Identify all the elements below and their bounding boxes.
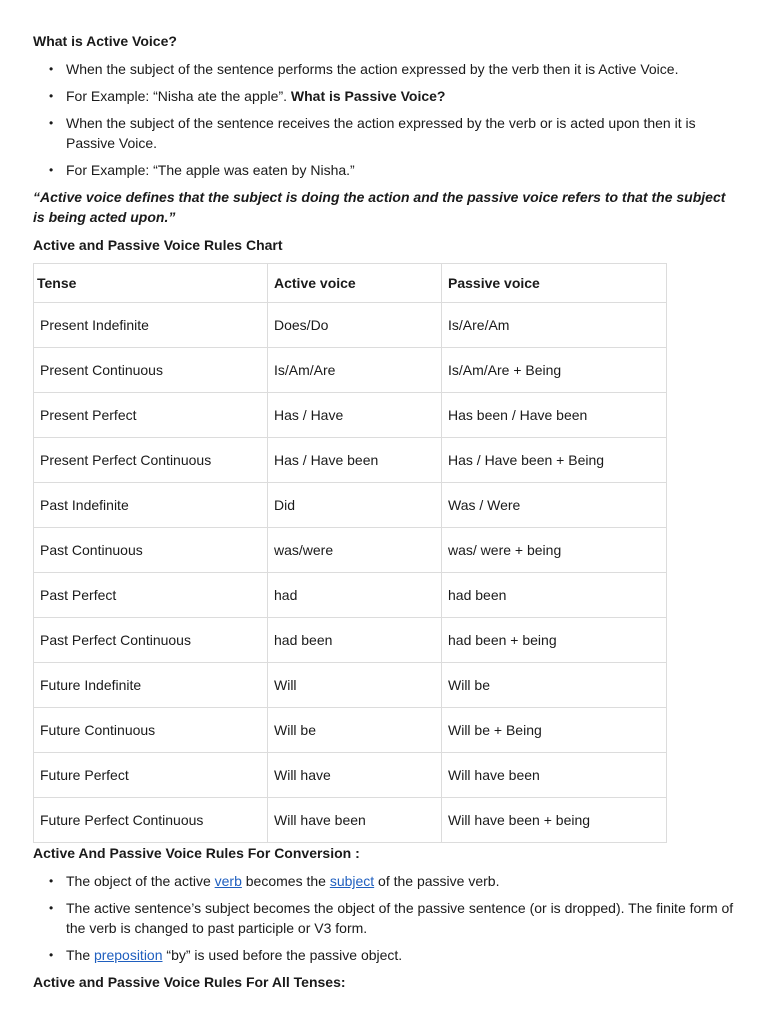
list-item-text: becomes the xyxy=(241,873,330,889)
list-item-text: “by” is used before the passive object. xyxy=(162,947,403,963)
passive-voice-cell: Will have been xyxy=(442,753,667,798)
passive-voice-cell: Will have been + being xyxy=(442,798,667,843)
active-voice-heading: What is Active Voice? xyxy=(33,33,177,49)
table-row xyxy=(34,708,667,753)
tense-cell: Past Perfect Continuous xyxy=(34,618,268,663)
passive-voice-cell: Was / Were xyxy=(442,483,667,528)
active-voice-cell: Will have been xyxy=(268,798,442,843)
passive-voice-heading: What is Passive Voice? xyxy=(290,88,446,104)
active-voice-cell: was/were xyxy=(268,528,442,573)
list-item xyxy=(33,160,735,180)
column-header-active: Active voice xyxy=(268,264,442,303)
passive-voice-cell: had been xyxy=(442,573,667,618)
tense-cell: Future Indefinite xyxy=(34,663,268,708)
bullet-icon: • xyxy=(49,62,54,76)
tense-cell: Present Perfect Continuous xyxy=(34,438,268,483)
rules-chart-heading: Active and Passive Voice Rules Chart xyxy=(33,237,283,253)
tense-cell: Present Continuous xyxy=(34,348,268,393)
active-voice-cell: Will have xyxy=(268,753,442,798)
tense-cell: Past Continuous xyxy=(34,528,268,573)
active-voice-cell: had xyxy=(268,573,442,618)
table-row xyxy=(34,348,667,393)
passive-voice-cell: Will be + Being xyxy=(442,708,667,753)
passive-voice-cell: was/ were + being xyxy=(442,528,667,573)
conversion-list xyxy=(33,871,735,965)
table-row xyxy=(34,483,667,528)
rules-table xyxy=(33,263,667,843)
list-item xyxy=(33,871,735,891)
table-row xyxy=(34,798,667,843)
tense-cell: Future Continuous xyxy=(34,708,268,753)
bullet-icon: • xyxy=(49,948,54,962)
list-item-text: The object of the active xyxy=(66,873,215,889)
tense-cell: Future Perfect xyxy=(34,753,268,798)
list-item-text: For Example: “Nisha ate the apple”. xyxy=(66,88,287,104)
column-header-tense: Tense xyxy=(34,264,268,303)
definition-quote: “Active voice defines that the subject is doing the action and the passive voice refers to that the subject is being acted upon.” xyxy=(33,189,726,225)
passive-voice-cell: Has / Have been + Being xyxy=(442,438,667,483)
list-item-text: of the passive verb. xyxy=(374,873,500,889)
tense-cell: Present Indefinite xyxy=(34,303,268,348)
conversion-heading: Active And Passive Voice Rules For Conversion : xyxy=(33,845,360,861)
active-voice-cell: Will be xyxy=(268,708,442,753)
subject-link[interactable]: subject xyxy=(329,873,375,889)
tense-cell: Future Perfect Continuous xyxy=(34,798,268,843)
passive-voice-cell: Is/Are/Am xyxy=(442,303,667,348)
tense-cell: Past Indefinite xyxy=(34,483,268,528)
list-item-text: When the subject of the sentence receives the action expressed by the verb or is acted upon then it is Passive Voice. xyxy=(66,115,696,151)
table-body xyxy=(34,303,667,843)
verb-link[interactable]: verb xyxy=(214,873,242,889)
passive-voice-cell: had been + being xyxy=(442,618,667,663)
list-item-text: For Example: “The apple was eaten by Nisha.” xyxy=(66,162,355,178)
bullet-icon: • xyxy=(49,163,54,177)
table-row xyxy=(34,753,667,798)
table-row xyxy=(34,303,667,348)
passive-voice-cell: Has been / Have been xyxy=(442,393,667,438)
list-item xyxy=(33,945,735,965)
table-row xyxy=(34,618,667,663)
active-voice-cell: Did xyxy=(268,483,442,528)
active-voice-cell: Has / Have xyxy=(268,393,442,438)
passive-voice-cell: Will be xyxy=(442,663,667,708)
active-voice-cell: Is/Am/Are xyxy=(268,348,442,393)
bullet-icon: • xyxy=(49,89,54,103)
table-row xyxy=(34,393,667,438)
list-item-text: The active sentence’s subject becomes the object of the passive sentence (or is dropped). The finite form of the verb is changed to past participle or V3 form. xyxy=(66,900,734,936)
all-tenses-heading: Active and Passive Voice Rules For All Tenses: xyxy=(33,974,346,990)
list-item-text: When the subject of the sentence performs the action expressed by the verb then it is Active Voice. xyxy=(66,61,679,77)
table-row xyxy=(34,528,667,573)
list-item xyxy=(33,898,735,938)
bullet-icon: • xyxy=(49,874,54,888)
list-item xyxy=(33,59,735,79)
document-page xyxy=(33,31,735,992)
active-voice-cell: Will xyxy=(268,663,442,708)
list-item-text: The xyxy=(66,947,95,963)
list-item xyxy=(33,113,735,153)
table-header-row xyxy=(34,264,667,303)
list-item xyxy=(33,86,735,106)
tense-cell: Past Perfect xyxy=(34,573,268,618)
bullet-icon: • xyxy=(49,116,54,130)
active-voice-cell: Has / Have been xyxy=(268,438,442,483)
tense-cell: Present Perfect xyxy=(34,393,268,438)
column-header-passive: Passive voice xyxy=(442,264,667,303)
active-voice-cell: Does/Do xyxy=(268,303,442,348)
passive-voice-cell: Is/Am/Are + Being xyxy=(442,348,667,393)
table-row xyxy=(34,663,667,708)
definition-list xyxy=(33,59,735,180)
bullet-icon: • xyxy=(49,901,54,915)
table-row xyxy=(34,438,667,483)
table-row xyxy=(34,573,667,618)
preposition-link[interactable]: preposition xyxy=(94,947,163,963)
active-voice-cell: had been xyxy=(268,618,442,663)
